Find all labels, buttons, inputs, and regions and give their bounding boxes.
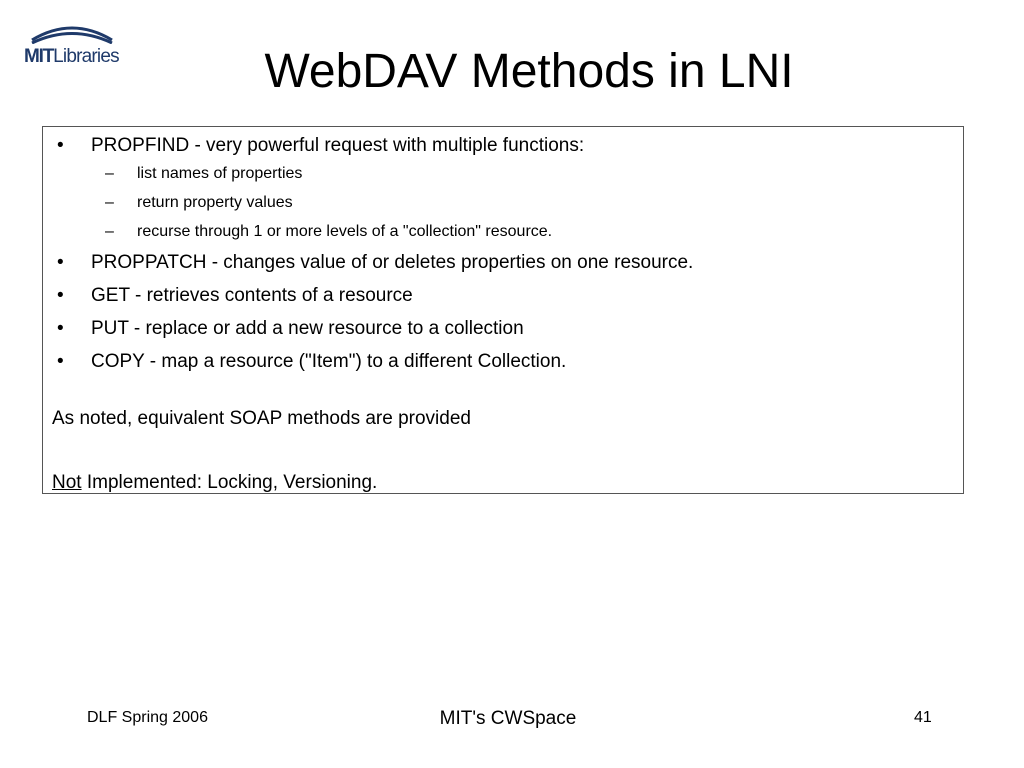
bullet-text: COPY - map a resource ("Item") to a different Collection.: [91, 351, 567, 372]
bullet-copy: [52, 350, 952, 374]
bullet-marker: •: [57, 285, 64, 306]
bullet-text: GET - retrieves contents of a resource: [91, 285, 413, 306]
slide-title: WebDAV Methods in LNI: [264, 45, 794, 98]
dash-marker: –: [105, 223, 114, 240]
not-underlined: Not: [52, 472, 82, 493]
bullet-proppatch: [52, 251, 952, 275]
not-implemented-note: [52, 471, 952, 495]
bullet-marker: •: [57, 252, 64, 273]
dash-marker: –: [105, 165, 114, 182]
sub-bullet-text: list names of properties: [137, 165, 303, 182]
bullet-marker: •: [57, 135, 64, 156]
sub-bullet-text: recurse through 1 or more levels of a "collection" resource.: [137, 223, 553, 240]
bullet-marker: •: [57, 351, 64, 372]
bullet-text: PROPPATCH - changes value of or deletes properties on one resource.: [91, 252, 694, 273]
bullet-text: PUT - replace or add a new resource to a collection: [91, 318, 524, 339]
bullet-propfind: [52, 134, 952, 158]
not-implemented-rest: Implemented: Locking, Versioning.: [81, 472, 378, 493]
logo-text-regular: Libraries: [53, 46, 119, 67]
slide-number: 41: [914, 709, 932, 726]
bullet-marker: •: [57, 318, 64, 339]
sub-bullet-list-names: [52, 164, 952, 184]
logo-text-bold: MIT: [24, 46, 54, 67]
footer-title: MIT's CWSpace: [439, 708, 577, 729]
soap-note: As noted, equivalent SOAP methods are provided: [52, 408, 471, 429]
bullet-get: [52, 284, 952, 308]
bullet-put: [52, 317, 952, 341]
sub-bullet-text: return property values: [137, 194, 293, 211]
slide-content: [52, 134, 952, 495]
dash-marker: –: [105, 194, 114, 211]
footer-event: DLF Spring 2006: [87, 709, 208, 726]
bullet-text: PROPFIND - very powerful request with multiple functions:: [91, 135, 585, 156]
sub-bullet-recurse: [52, 222, 952, 242]
sub-bullet-return-values: [52, 193, 952, 213]
propfind-sublist: [52, 164, 952, 242]
